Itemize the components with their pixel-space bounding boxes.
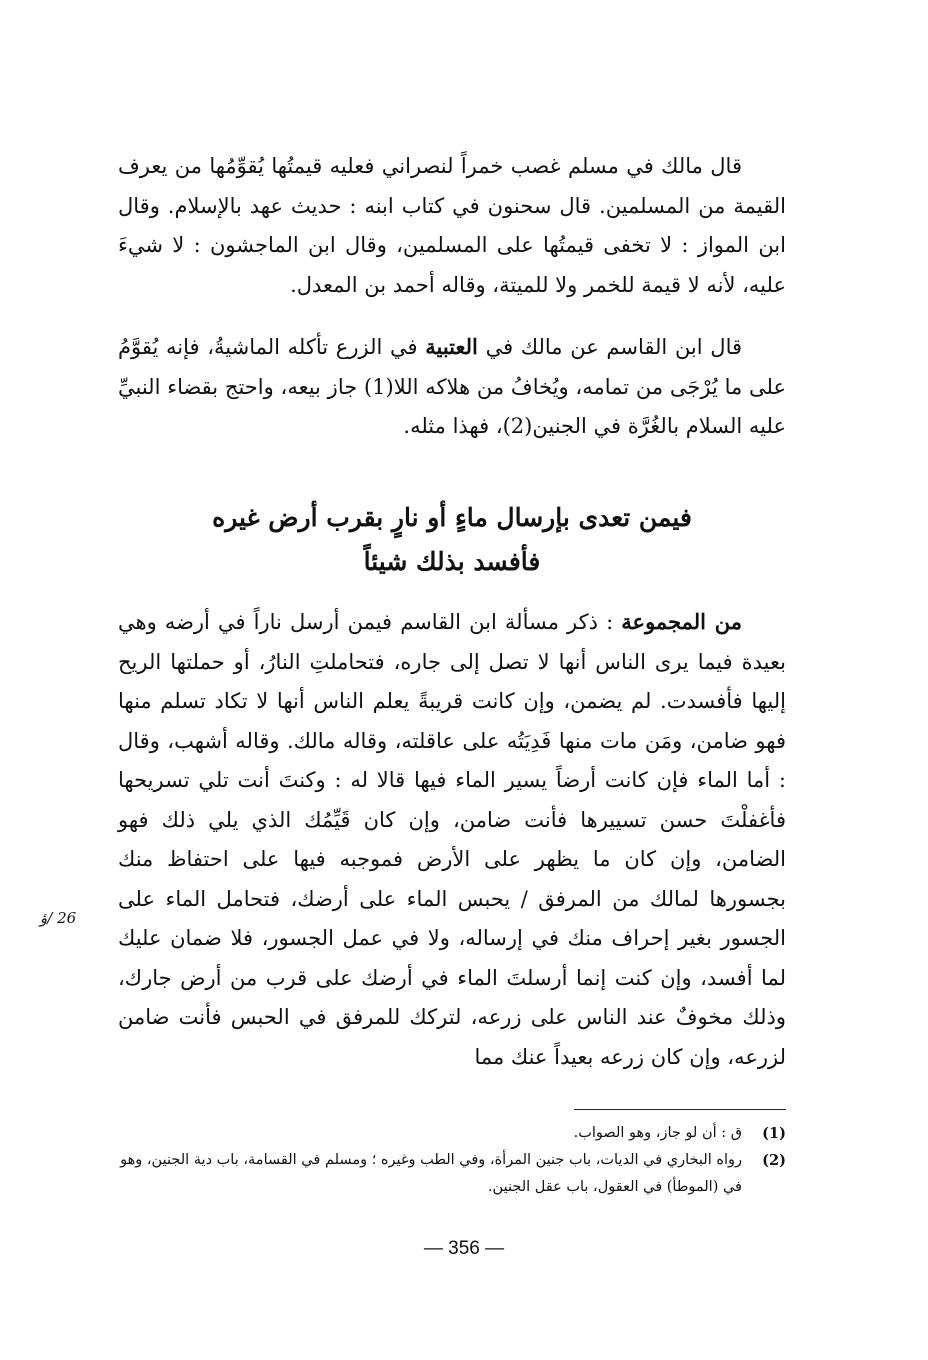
section-heading-line-1: فيمن تعدى بإرسال ماءٍ أو نارٍ بقرب أرض غيره: [212, 503, 692, 532]
footnote-text: رواه البخاري في الديات، باب جنين المرأة، وفي الطب وغيره ؛ ومسلم في القسامة، باب دية الجنين، وهو في (الموطأ) في العقول، باب عقل الجنين.: [120, 1152, 742, 1195]
page-number: — 356 —: [423, 1238, 505, 1259]
paragraph-text: : ذكر مسألة ابن القاسم فيمن أرسل ناراً في أرضه وهي بعيدة فيما يرى الناس أنها لا تصل إلى جاره، فتحاملتِ النارُ، أو حملتها الريح إليها فأفسدت. لم يضمن، وإن كانت قريبةً يعلم الناس أنها لا تكاد تسلم منها فهو ضامن، ومَن مات منها فَدِيَتُه على عاقلته، وقاله مالك. وقاله أشهب، وقال : أما الماء فإن كانت أرضاً يسير الماء فيها قالا له : وكنتَ أنت تلي تسريحها فأغفلْتَ حسن تسييرها فأنت ضامن، وإن كان قَيِّمُك الذي يلي ذلك فهو الضامن، وإن كان ما يظهر على الأرض فموجبه فيها على احتفاظ منك بجسورها لمالك من المرفق / يحبس الماء على أرضك، فتحامل الماء على الجسور بغير إحراف منك في إرساله، ولا في عمل الجسور، فلا ضمان عليك لما أفسد، وإن كنت إنما أرسلتَ الماء في أرضك على قرب من أرض جارك، وذلك مخوفٌ عند الناس على زرعه، لتركك للمرفق في الحبس فأنت ضامن لزرعه، وإن كان زرعه بعيداً عنك مما: [118, 610, 786, 1069]
paragraph-utbiyya-crops: [118, 327, 786, 447]
footnote-divider: [574, 1109, 786, 1110]
paragraph-text: قال مالك في مسلم غصب خمراً لنصراني فعليه قيمتُها يُقوِّمُها من يعرف القيمة من المسلمين. قال سحنون في كتاب ابنه : حديث عهد بالإسلام. وقال ابن المواز : لا تخفى قيمتُها على المسلمين، وقال ابن الماجشون : لا شيءَ عليه، لأنه لا قيمة للخمر ولا للميتة، وقاله أحمد بن المعدل.: [118, 154, 786, 297]
footnote-1: [118, 1120, 786, 1147]
source-title-majmua: من المجموعة: [621, 609, 742, 634]
footnotes: [118, 1120, 786, 1201]
footnote-text: ق : أن لو جاز، وهو الصواب.: [573, 1125, 742, 1141]
footnote-number: (1): [762, 1125, 786, 1142]
footnote-2: [118, 1147, 786, 1201]
section-heading-line-2: فأفسد بذلك شيئاً: [363, 547, 541, 576]
paragraph-text-end: في الزرع تأكله الماشيةُ، فإنه يُقوَّمُ على ما يُرْجَى من تمامه، ويُخافُ من هلاكه اللا(1) جاز بيعه، واحتج بقضاء النبيِّ عليه السلام بالغُرَّة في الجنين(2)، فهذا مثله.: [118, 335, 786, 438]
paragraph-text-start: قال ابن القاسم عن مالك في: [477, 335, 743, 359]
manuscript-folio-marker: 26 /ؤ: [40, 909, 77, 927]
paragraph-malik-wine: [118, 147, 786, 305]
section-heading: [118, 496, 786, 584]
book-title-utbiyya: العتبية: [425, 334, 478, 359]
paragraph-majmua-fire-water: [118, 602, 786, 1077]
footnote-number: (2): [762, 1152, 786, 1169]
